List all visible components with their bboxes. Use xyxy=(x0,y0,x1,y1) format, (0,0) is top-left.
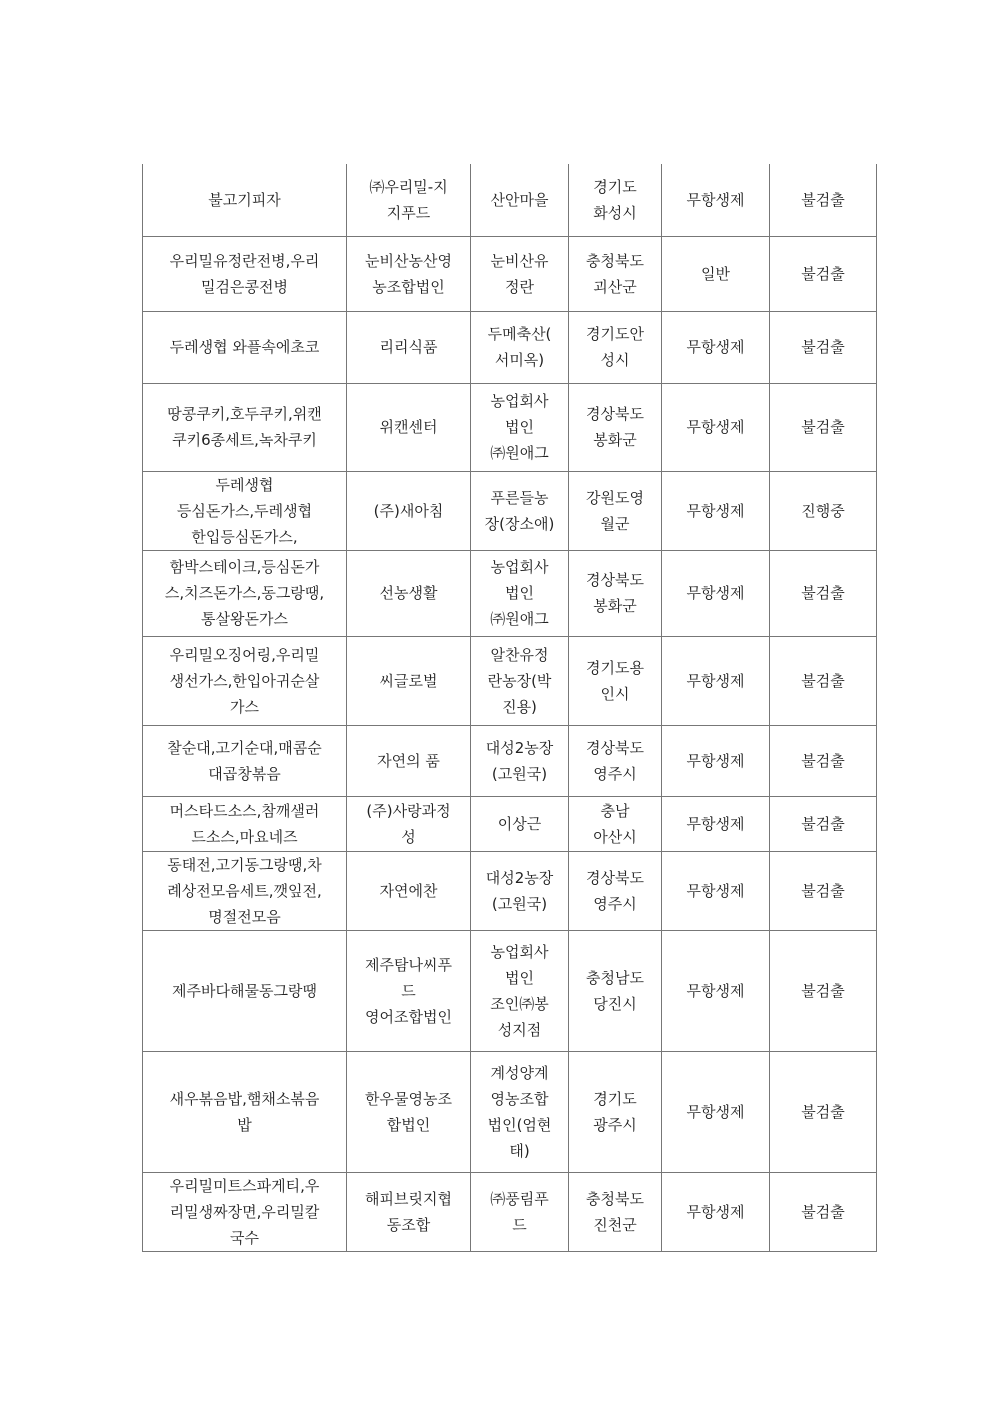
certification-cell: 무항생제 xyxy=(662,1172,770,1251)
table-row xyxy=(143,851,877,930)
result-cell: 불검출 xyxy=(770,636,877,725)
farm-cell: 농업회사 법인 ㈜원애그 xyxy=(471,550,569,636)
table-row xyxy=(143,636,877,725)
certification-cell: 무항생제 xyxy=(662,383,770,471)
result-cell: 불검출 xyxy=(770,796,877,851)
region-cell: 경기도 광주시 xyxy=(569,1051,662,1172)
result-cell: 불검출 xyxy=(770,725,877,796)
result-cell: 진행중 xyxy=(770,471,877,550)
result-cell: 불검출 xyxy=(770,851,877,930)
manufacturer-cell: 자연에찬 xyxy=(347,851,471,930)
product-name-cell: 동태전,고기동그랑땡,차 례상전모음세트,깻잎전, 명절전모음 xyxy=(143,851,347,930)
manufacturer-cell: 위캔센터 xyxy=(347,383,471,471)
result-cell: 불검출 xyxy=(770,236,877,311)
result-cell: 불검출 xyxy=(770,930,877,1051)
farm-cell: 이상근 xyxy=(471,796,569,851)
result-cell: 불검출 xyxy=(770,164,877,236)
farm-cell: 알찬유정 란농장(박 진용) xyxy=(471,636,569,725)
farm-cell: 두메축산( 서미옥) xyxy=(471,311,569,383)
farm-cell: 대성2농장 (고원국) xyxy=(471,851,569,930)
certification-cell: 무항생제 xyxy=(662,471,770,550)
region-cell: 경상북도 봉화군 xyxy=(569,550,662,636)
result-cell: 불검출 xyxy=(770,383,877,471)
product-name-cell: 우리밀유정란전병,우리 밀검은콩전병 xyxy=(143,236,347,311)
region-cell: 경상북도 봉화군 xyxy=(569,383,662,471)
certification-cell: 무항생제 xyxy=(662,550,770,636)
table-row xyxy=(143,471,877,550)
region-cell: 충청북도 진천군 xyxy=(569,1172,662,1251)
region-cell: 강원도영 월군 xyxy=(569,471,662,550)
manufacturer-cell: 리리식품 xyxy=(347,311,471,383)
manufacturer-cell: 해피브릿지협 동조합 xyxy=(347,1172,471,1251)
certification-cell: 무항생제 xyxy=(662,930,770,1051)
table-row xyxy=(143,1051,877,1172)
region-cell: 경기도용 인시 xyxy=(569,636,662,725)
table-row xyxy=(143,164,877,236)
farm-cell: 농업회사 법인 ㈜원애그 xyxy=(471,383,569,471)
region-cell: 경상북도 영주시 xyxy=(569,725,662,796)
manufacturer-cell: 씨글로벌 xyxy=(347,636,471,725)
product-name-cell: 두레생협 등심돈가스,두레생협 한입등심돈가스, xyxy=(143,471,347,550)
certification-cell: 무항생제 xyxy=(662,851,770,930)
certification-cell: 일반 xyxy=(662,236,770,311)
manufacturer-cell: 한우물영농조 합법인 xyxy=(347,1051,471,1172)
table-row xyxy=(143,725,877,796)
result-cell: 불검출 xyxy=(770,1172,877,1251)
product-name-cell: 땅콩쿠키,호두쿠키,위캔 쿠키6종세트,녹차쿠키 xyxy=(143,383,347,471)
product-name-cell: 우리밀오징어링,우리밀 생선가스,한입아귀순살 가스 xyxy=(143,636,347,725)
product-name-cell: 찰순대,고기순대,매콤순 대곱창볶음 xyxy=(143,725,347,796)
product-name-cell: 함박스테이크,등심돈가 스,치즈돈가스,동그랑땡, 통살왕돈가스 xyxy=(143,550,347,636)
farm-cell: 농업회사 법인 조인㈜봉 성지점 xyxy=(471,930,569,1051)
product-name-cell: 제주바다해물동그랑땡 xyxy=(143,930,347,1051)
region-cell: 경기도 화성시 xyxy=(569,164,662,236)
result-cell: 불검출 xyxy=(770,1051,877,1172)
product-name-cell: 불고기피자 xyxy=(143,164,347,236)
result-cell: 불검출 xyxy=(770,311,877,383)
table-row xyxy=(143,383,877,471)
product-name-cell: 머스타드소스,참깨샐러 드소스,마요네즈 xyxy=(143,796,347,851)
farm-cell: 푸른들농 장(장소애) xyxy=(471,471,569,550)
result-cell: 불검출 xyxy=(770,550,877,636)
manufacturer-cell: 눈비산농산영 농조합법인 xyxy=(347,236,471,311)
region-cell: 충청남도 당진시 xyxy=(569,930,662,1051)
table-row xyxy=(143,930,877,1051)
farm-cell: ㈜풍림푸 드 xyxy=(471,1172,569,1251)
certification-cell: 무항생제 xyxy=(662,311,770,383)
farm-cell: 대성2농장 (고원국) xyxy=(471,725,569,796)
manufacturer-cell: (주)새아침 xyxy=(347,471,471,550)
product-name-cell: 우리밀미트스파게티,우 리밀생짜장면,우리밀칼 국수 xyxy=(143,1172,347,1251)
manufacturer-cell: 선농생활 xyxy=(347,550,471,636)
certification-cell: 무항생제 xyxy=(662,796,770,851)
manufacturer-cell: 자연의 품 xyxy=(347,725,471,796)
certification-cell: 무항생제 xyxy=(662,1051,770,1172)
farm-cell: 산안마을 xyxy=(471,164,569,236)
product-table xyxy=(142,164,877,1252)
manufacturer-cell: ㈜우리밀-지 지푸드 xyxy=(347,164,471,236)
table-row xyxy=(143,550,877,636)
certification-cell: 무항생제 xyxy=(662,636,770,725)
manufacturer-cell: (주)사랑과정 성 xyxy=(347,796,471,851)
product-name-cell: 두레생협 와플속에초코 xyxy=(143,311,347,383)
region-cell: 경기도안 성시 xyxy=(569,311,662,383)
table-row xyxy=(143,236,877,311)
table-row xyxy=(143,1172,877,1251)
product-name-cell: 새우볶음밥,햄채소볶음 밥 xyxy=(143,1051,347,1172)
region-cell: 충남 아산시 xyxy=(569,796,662,851)
farm-cell: 눈비산유 정란 xyxy=(471,236,569,311)
certification-cell: 무항생제 xyxy=(662,725,770,796)
farm-cell: 계성양계 영농조합 법인(엄현 태) xyxy=(471,1051,569,1172)
region-cell: 경상북도 영주시 xyxy=(569,851,662,930)
table-row xyxy=(143,796,877,851)
manufacturer-cell: 제주탐나씨푸 드 영어조합법인 xyxy=(347,930,471,1051)
table-row xyxy=(143,311,877,383)
certification-cell: 무항생제 xyxy=(662,164,770,236)
region-cell: 충청북도 괴산군 xyxy=(569,236,662,311)
